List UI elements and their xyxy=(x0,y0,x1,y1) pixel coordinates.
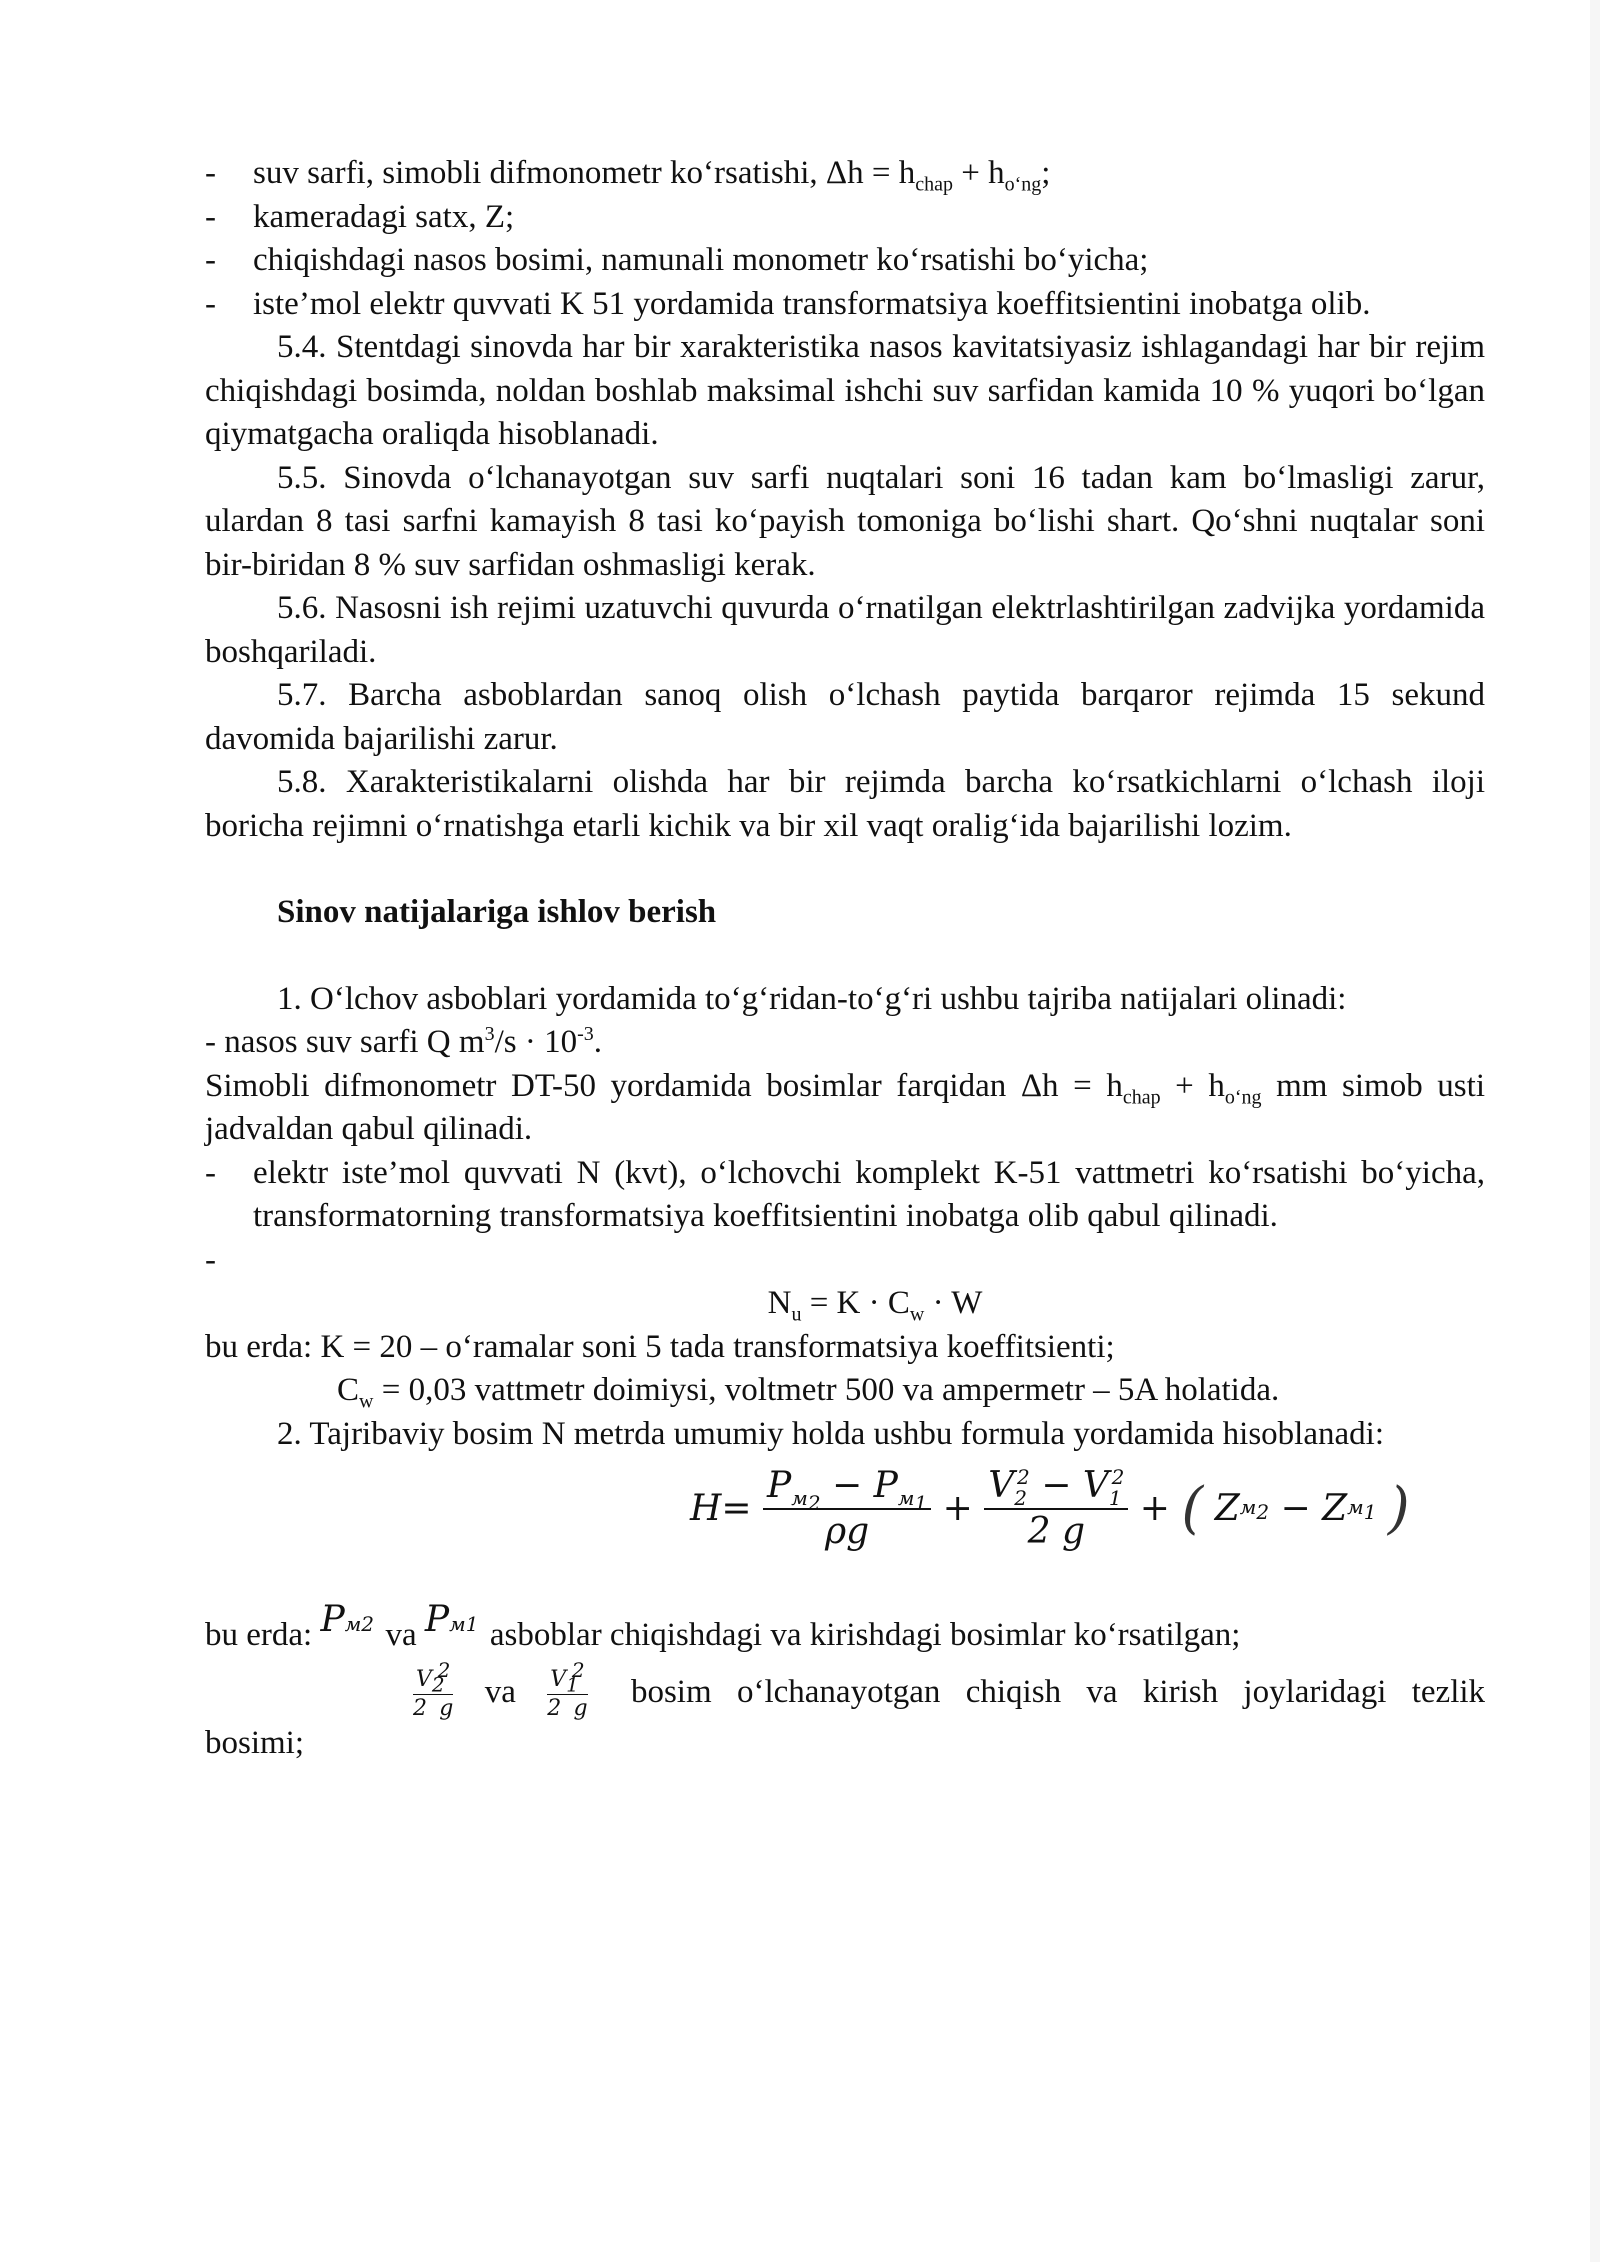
formula-head-math: H= $\frac{P_{м_2} - P_{м_1}}{\rho g}$ + $\frac{V_2^2 - V_1^2}{2 g}$ + ( $Zм_2 - Zм_1$ ) xyxy=(690,1465,1410,1552)
formula-power: $N_u = K \cdot C_w \cdot W$ xyxy=(767,1285,983,1326)
document-body xyxy=(205,152,1485,1765)
lone-dash: - xyxy=(205,1241,216,1278)
bullet-outlet-pressure: - chiqishdagi nasos bosimi, namunali monometr ko‘rsatishi bo‘yicha; xyxy=(205,242,1149,278)
paragraph-5-4: 5.4. Stentdagi sinovda har bir xarakteristika nasos kavitatsiyasiz ishlagandagi har bir rejim chiqishdagi bosimda, noldan boshlab maksimal ishchi suv sarfidan kamida 10 % yuqori bo‘lgan qiymatgacha oraliqda hisoblanadi. xyxy=(205,329,1485,452)
difmonometer-line: Simobli difmonometr DT-50 yordamida bosimlar farqidan $\Delta h = h_{chap} + h_{o‘ng}$ mm simob usti jadvaldan qabul qilinadi. xyxy=(205,1067,1485,1147)
bullet-chamber-level: - kameradagi satx, Z; xyxy=(205,198,515,235)
v2-fraction: $\frac{V_2^2}{2 g}$ xyxy=(413,1658,454,1721)
k-definition: bu erda: K = 20 – o‘ramalar soni 5 tada transformatsiya koeffitsienti; xyxy=(205,1328,1115,1365)
bullet-power-consumption: - elektr iste’mol quvvati N (kvt), o‘lchovchi komplekt K-51 vattmetri ko‘rsatishi bo‘yicha, transformatorning transformatsiya koeffitsientini inobatga olib qabul qilinadi. xyxy=(205,1154,1485,1234)
pressure-definition: bu erda: Pм2 va Pм1 asboblar chiqishdagi va kirishdagi bosimlar ko‘rsatilgan; xyxy=(205,1599,1241,1653)
last-line: bosimi; xyxy=(205,1724,305,1761)
item-2: 2. Tajribaviy bosim N metrda umumiy holda ushbu formula yordamida hisoblanadi: xyxy=(277,1415,1384,1452)
velocity-definition: $\frac{V_2^2}{2 g}$ va $\frac{V_1^2}{2 g}$ bosim o‘lchanayotgan chiqish va kirish joylaridagi tezlik xyxy=(413,1658,1486,1721)
pm2-symbol: Pм2 xyxy=(320,1599,375,1640)
paragraph-5-6: 5.6. Nasosni ish rejimi uzatuvchi quvurda o‘rnatilgan elektrlashtirilgan zadvijka yordamida boshqariladi. xyxy=(205,590,1485,670)
bullet-dash: - xyxy=(205,155,216,191)
bullet-water-flow: - suv sarfi, simobli difmonometr ko‘rsatishi, $\Delta h = h_{chap} + h_{o‘ng}$; xyxy=(205,152,1485,196)
paragraph-5-5: 5.5. Sinovda o‘lchanayotgan suv sarfi nuqtalari soni 16 tadan kam bo‘lmasligi zarur, ulardan 8 tasi sarfni kamayish 8 tasi ko‘payish tomoniga bo‘lishi shart. Qo‘shni nuqtalar soni bir-biridan 8 % suv sarfidan oshmasligi kerak. xyxy=(205,459,1485,583)
bullet-electric-power: - iste’mol elektr quvvati K 51 yordamida transformatsiya koeffitsientini inobatga olib. xyxy=(205,285,1371,322)
cw-definition: $C_w = 0,03$ vattmetr doimiysi, voltmetr 500 va ampermetr – 5A holatida. xyxy=(337,1372,1280,1413)
section-heading: Sinov natijalariga ishlov berish xyxy=(277,894,717,930)
pressure-fraction: $\frac{P_{м_2} - P_{м_1}}{\rho g}$ xyxy=(763,1466,931,1552)
item-1: 1. O‘lchov asboblari yordamida to‘g‘ridan-to‘g‘ri ushbu tajriba natijalari olinadi: xyxy=(277,980,1347,1017)
pm1-symbol: Pм1 xyxy=(424,1599,479,1640)
v1-fraction: $\frac{V_1^2}{2 g}$ xyxy=(547,1658,588,1721)
paragraph-5-7: 5.7. Barcha asboblardan sanoq olish o‘lchash paytida barqaror rejimda 15 sekund davomida bajarilishi zarur. xyxy=(205,677,1485,757)
flow-line: - nasos suv sarfi Q $m^3/s \cdot 10^{-3}$. xyxy=(205,1023,602,1060)
paragraph-5-8: 5.8. Xarakteristikalarni olishda har bir rejimda barcha ko‘rsatkichlarni o‘lchash iloji boricha rejimni o‘rnatishga etarli kichik va bir xil vaqt oralig‘ida bajarilishi lozim. xyxy=(205,764,1485,844)
formula-head xyxy=(205,1456,1485,1606)
velocity-fraction: $\frac{V_2^2 - V_1^2}{2 g}$ xyxy=(984,1466,1128,1552)
